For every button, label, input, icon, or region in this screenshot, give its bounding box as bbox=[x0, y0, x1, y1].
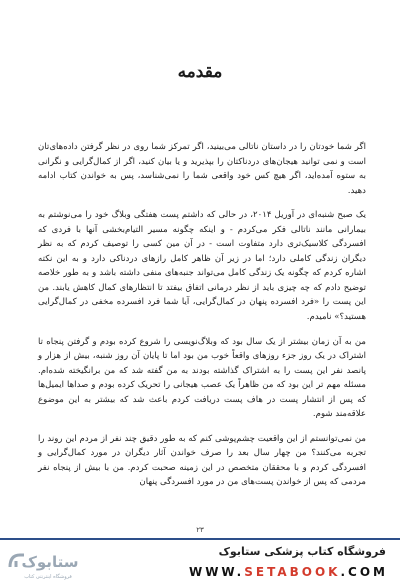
logo-wordmark: ستابوک bbox=[21, 553, 79, 571]
chapter-title: مقدمه bbox=[177, 62, 223, 82]
url-suffix: .COM bbox=[340, 565, 388, 579]
url-prefix: WWW. bbox=[188, 565, 245, 579]
store-url-link[interactable] bbox=[189, 565, 388, 579]
paragraph-4: من نمی‌توانستم از این واقعیت چشم‌پوشی کنم که به طور دقیق چند نفر از مردم این روند را تجربه می‌کنند؟ من چهار سال بعد را صرف خواندن آثار دیگران در مورد کمال‌گرایی و افسردگی کردم و با محققان متخصص در این زمینه صحبت کردم. من با بیش از پنجاه نفر مردمی که پس از خواندن پست‌های من در مورد افسردگی پنهان bbox=[38, 433, 366, 488]
page-number: ۲۳ bbox=[196, 526, 204, 534]
setabook-logo-icon bbox=[6, 545, 84, 583]
store-logo bbox=[6, 545, 84, 583]
logo-subtitle: فروشگاه اینترنتی کتاب bbox=[24, 574, 72, 580]
paragraph-1: اگر شما خودتان را در داستان ناتالی می‌بینید، اگر تمرکز شما روی در نظر گرفتن داده‌های‌تان است و نمی توانید هیجان‌های دردناکتان را بپذیرید و یا بیان کنید، اگر از کمال‌گرایی و نگرانی به ستوه آمده‌اید، اگر هیچ کس خود واقعی شما را نمی‌شناسد، پس به خواندن کتاب ادامه دهید. bbox=[38, 142, 366, 196]
paragraph-3: من به آن زمان بیشتر از یک سال بود که وبلاگ‌نویسی را شروع کرده بودم و گرفتن پنجاه تا اشتراک در یک روز جزء روزهای واقعاً خوب من بود اما تا پایان آن روز شنبه، بیش از هزار و پانصد نفر این پست را به اشتراک گذاشته بودند به من گفته شد که من برانگیخته شده‌ام. مسئله مهم تر این بود که من ظاهراً یک عصب هیجانی را تحریک کرده بودم و صداها ایمیل‌ها که پس از انتشار پست در هاف پست دریافت کردم باعث شد که بیشتر به این موضوع علاقه‌مند شوم. bbox=[38, 336, 366, 420]
paragraph-2: یک صبح شنبه‌ای در آوریل ۲۰۱۴، در حالی که داشتم پست هفتگی وبلاگ خود را می‌نوشتم به بیمارانی مانند ناتالی فکر می‌کردم - و اینکه چگونه مسیر التیام‌بخشی آنها با فردی که افسردگی کلاسیک‌تری دارد متفاوت است - در آن مین کسی را توصیف کردم که به نظر دیگران زندگی کاملی دارد؛ اما در زیر آن ظاهر کامل رازهای دردناکی دارد و به این نکته اشاره کردم که چگونه یک زندگی کامل می‌تواند جنبه‌های منفی داشته باشد و به طور خلاصه توضیح دادم که چه چیزی باید از نظر درمانی اتفاق بیفتد تا انتظارهای کمال کاهش یابند. من این پست را «فرد افسرده پنهان در کمال‌گرایی، آیا شما فرد افسرده مخفی در کمال‌گرایی هستید؟» نامیدم. bbox=[38, 210, 366, 323]
store-name: فروشگاه کتاب پزشکی ستابوک bbox=[218, 545, 386, 558]
footer-divider bbox=[0, 538, 400, 540]
body-text bbox=[38, 140, 366, 490]
url-name: SETABOOK bbox=[244, 565, 341, 579]
